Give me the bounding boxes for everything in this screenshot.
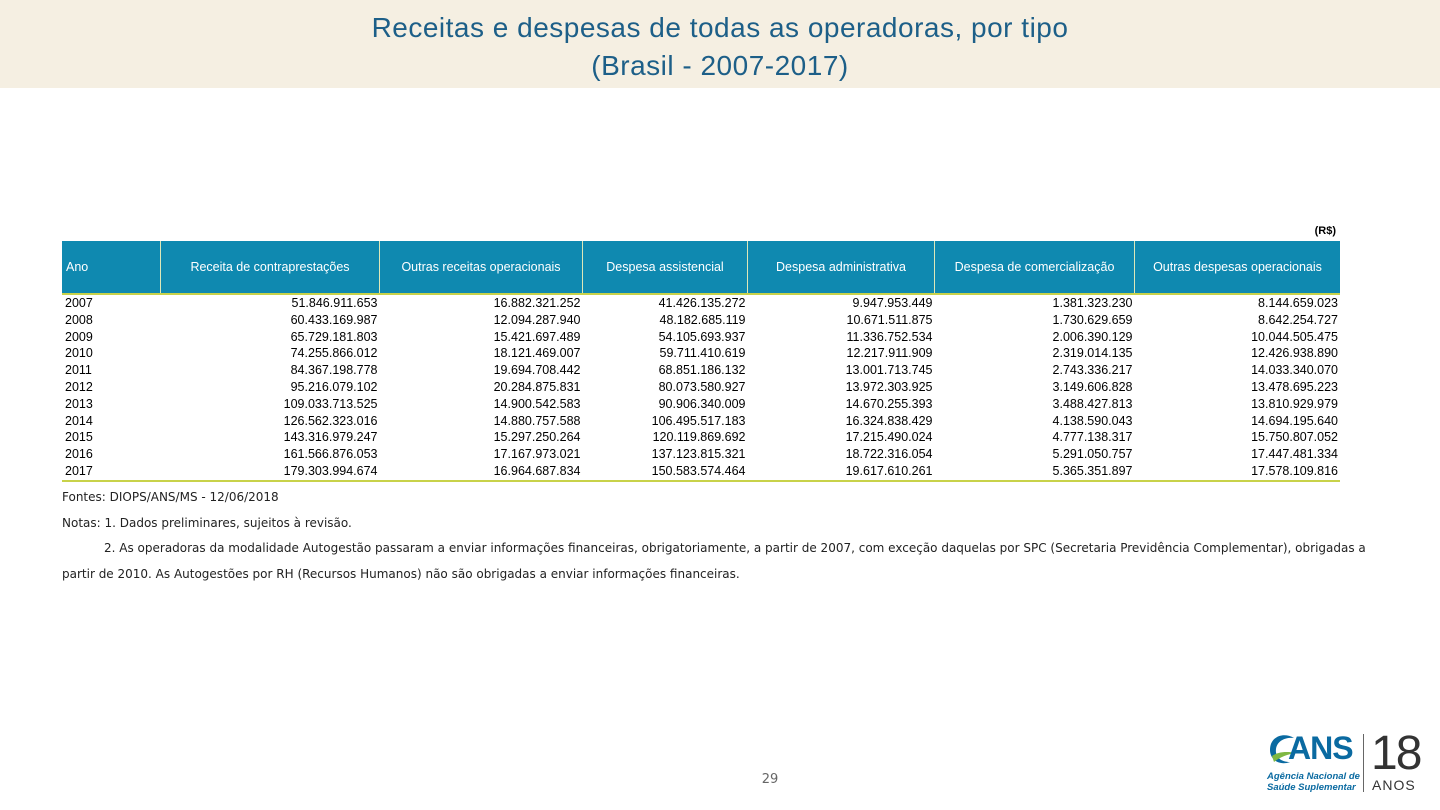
value-cell: 179.303.994.674 — [161, 463, 380, 481]
value-cell: 106.495.517.183 — [651, 413, 746, 428]
value-cell: 161.566.876.053 — [283, 447, 378, 462]
value-cell: 4.777.138.317 — [1052, 430, 1133, 445]
value-cell: 8.642.254.727 — [1258, 312, 1338, 327]
year-cell: 2014 — [65, 413, 93, 428]
table-row — [62, 379, 1340, 396]
value-cell: 4.138.590.043 — [1052, 413, 1133, 428]
value-cell: 10.671.511.875 — [846, 312, 933, 327]
value-cell: 1.381.323.230 — [1052, 296, 1133, 310]
value-cell: 137.123.815.321 — [651, 447, 746, 462]
value-cell: 13.972.303.925 — [845, 379, 933, 394]
value-cell: 18.722.316.054 — [845, 447, 933, 462]
value-cell: 9.947.953.449 — [852, 296, 933, 310]
value-cell: 11.336.752.534 — [846, 329, 933, 344]
value-cell: 16.882.321.252 — [493, 296, 581, 310]
year-cell: 2007 — [65, 296, 93, 310]
value-cell: 15.750.807.052 — [1251, 430, 1338, 445]
year-cell: 2015 — [65, 430, 93, 445]
year-cell: 2008 — [65, 312, 93, 327]
value-cell: 15.297.250.264 — [493, 430, 581, 445]
value-cell: 109.033.713.525 — [283, 396, 378, 411]
value-cell: 13.478.695.223 — [1251, 379, 1338, 394]
value-cell: 14.900.542.583 — [493, 396, 581, 411]
value-cell: 3.149.606.828 — [1052, 379, 1133, 394]
year-cell: 2010 — [65, 346, 93, 361]
col-header-outras-despesas: Outras despesas operacionais — [1135, 241, 1341, 294]
value-cell: 14.880.757.588 — [493, 413, 581, 428]
value-cell: 14.670.255.393 — [845, 396, 933, 411]
col-header-despesa-assistencial: Despesa assistencial — [583, 241, 748, 294]
value-cell: 10.044.505.475 — [1251, 329, 1338, 344]
page-title: Receitas e despesas de todas as operadoras, por tipo — [371, 12, 1069, 43]
value-cell: 2.006.390.129 — [1052, 329, 1133, 344]
anniversary-years: 18 — [1371, 727, 1421, 780]
currency-unit-label: (R$) — [1314, 225, 1336, 237]
value-cell: 65.729.181.803 — [290, 329, 378, 344]
value-cell: 41.426.135.272 — [658, 296, 746, 310]
value-cell: 2.743.336.217 — [1052, 363, 1133, 378]
table-row — [62, 446, 1340, 463]
table-row — [62, 396, 1340, 413]
value-cell: 8.144.659.023 — [1258, 296, 1338, 310]
value-cell: 1.730.629.659 — [1052, 312, 1133, 327]
value-cell: 5.291.050.757 — [1052, 447, 1133, 462]
value-cell: 2.319.014.135 — [1052, 346, 1133, 361]
value-cell: 95.216.079.102 — [290, 379, 378, 394]
value-cell: 17.215.490.024 — [845, 430, 933, 445]
value-cell: 74.255.866.012 — [290, 346, 378, 361]
year-cell: 2013 — [65, 396, 93, 411]
table-row — [62, 329, 1340, 346]
agency-name — [1267, 771, 1360, 793]
value-cell: 84.367.198.778 — [290, 363, 378, 378]
value-cell: 120.119.869.692 — [652, 430, 746, 445]
value-cell: 3.488.427.813 — [1052, 396, 1133, 411]
ans-18-anos-logo — [1262, 727, 1432, 796]
value-cell: 12.094.287.940 — [493, 312, 581, 327]
page-number: 29 — [761, 772, 779, 787]
value-cell: 17.578.109.816 — [1135, 463, 1341, 481]
value-cell: 90.906.340.009 — [658, 396, 746, 411]
value-cell: 14.694.195.640 — [1251, 413, 1338, 428]
value-cell: 59.711.410.619 — [659, 346, 746, 361]
col-header-despesa-comercializacao: Despesa de comercialização — [935, 241, 1135, 294]
note-2-line-1: 2. As operadoras da modalidade Autogestão passaram a enviar informações financeiras, obrigatoriamente, a partir de 2007, com exceção daquelas por SPC (Secretaria Previdência Complementar), obrigadas a — [104, 541, 1366, 555]
logo-divider — [1363, 734, 1364, 792]
table-row — [62, 294, 1340, 312]
ans-logo-text: ANS — [1288, 730, 1353, 766]
value-cell: 48.182.685.119 — [659, 312, 746, 327]
value-cell: 12.426.938.890 — [1251, 346, 1338, 361]
col-header-receita-contraprestacoes: Receita de contraprestações — [161, 241, 380, 294]
value-cell: 13.001.713.745 — [845, 363, 933, 378]
table-body — [62, 294, 1340, 481]
table-row — [62, 362, 1340, 379]
value-cell: 15.421.697.489 — [493, 329, 581, 344]
col-header-outras-receitas: Outras receitas operacionais — [380, 241, 583, 294]
value-cell: 80.073.580.927 — [658, 379, 746, 394]
value-cell: 19.694.708.442 — [493, 363, 581, 378]
value-cell: 17.447.481.334 — [1251, 447, 1338, 462]
value-cell: 20.284.875.831 — [493, 379, 581, 394]
table-header-row — [62, 241, 1340, 294]
anniversary-anos-label: ANOS — [1372, 777, 1416, 793]
value-cell: 60.433.169.987 — [290, 312, 378, 327]
table-row — [62, 429, 1340, 446]
value-cell: 12.217.911.909 — [846, 346, 933, 361]
revenue-expense-table — [62, 241, 1340, 482]
agency-name-line-1: Agência Nacional de — [1267, 771, 1360, 782]
value-cell: 18.121.469.007 — [493, 346, 581, 361]
value-cell: 51.846.911.653 — [291, 296, 378, 310]
year-cell: 2011 — [65, 363, 92, 378]
source-note: Fontes: DIOPS/ANS/MS - 12/06/2018 — [62, 490, 279, 504]
value-cell: 54.105.693.937 — [658, 329, 746, 344]
table-row — [62, 463, 1340, 481]
value-cell: 126.562.323.016 — [283, 413, 378, 428]
value-cell: 143.316.979.247 — [283, 430, 378, 445]
col-header-ano: Ano — [62, 241, 161, 294]
col-header-despesa-administrativa: Despesa administrativa — [748, 241, 935, 294]
note-2-line-2: partir de 2010. As Autogestões por RH (Recursos Humanos) não são obrigadas a enviar informações financeiras. — [62, 567, 740, 581]
value-cell: 150.583.574.464 — [583, 463, 748, 481]
value-cell: 68.851.186.132 — [658, 363, 746, 378]
year-cell: 2017 — [62, 463, 161, 481]
page-subtitle: (Brasil - 2007-2017) — [591, 50, 849, 81]
value-cell: 14.033.340.070 — [1251, 363, 1338, 378]
table-row — [62, 345, 1340, 362]
value-cell: 17.167.973.021 — [493, 447, 581, 462]
year-cell: 2009 — [65, 329, 93, 344]
value-cell: 16.964.687.834 — [380, 463, 583, 481]
value-cell: 19.617.610.261 — [748, 463, 935, 481]
year-cell: 2012 — [65, 379, 93, 394]
table-row — [62, 312, 1340, 329]
table-row — [62, 413, 1340, 430]
value-cell: 5.365.351.897 — [935, 463, 1135, 481]
value-cell: 13.810.929.979 — [1251, 396, 1338, 411]
note-1: Notas: 1. Dados preliminares, sujeitos à revisão. — [62, 516, 352, 530]
value-cell: 16.324.838.429 — [845, 413, 933, 428]
agency-name-line-2: Saúde Suplementar — [1267, 782, 1356, 793]
year-cell: 2016 — [65, 447, 93, 462]
